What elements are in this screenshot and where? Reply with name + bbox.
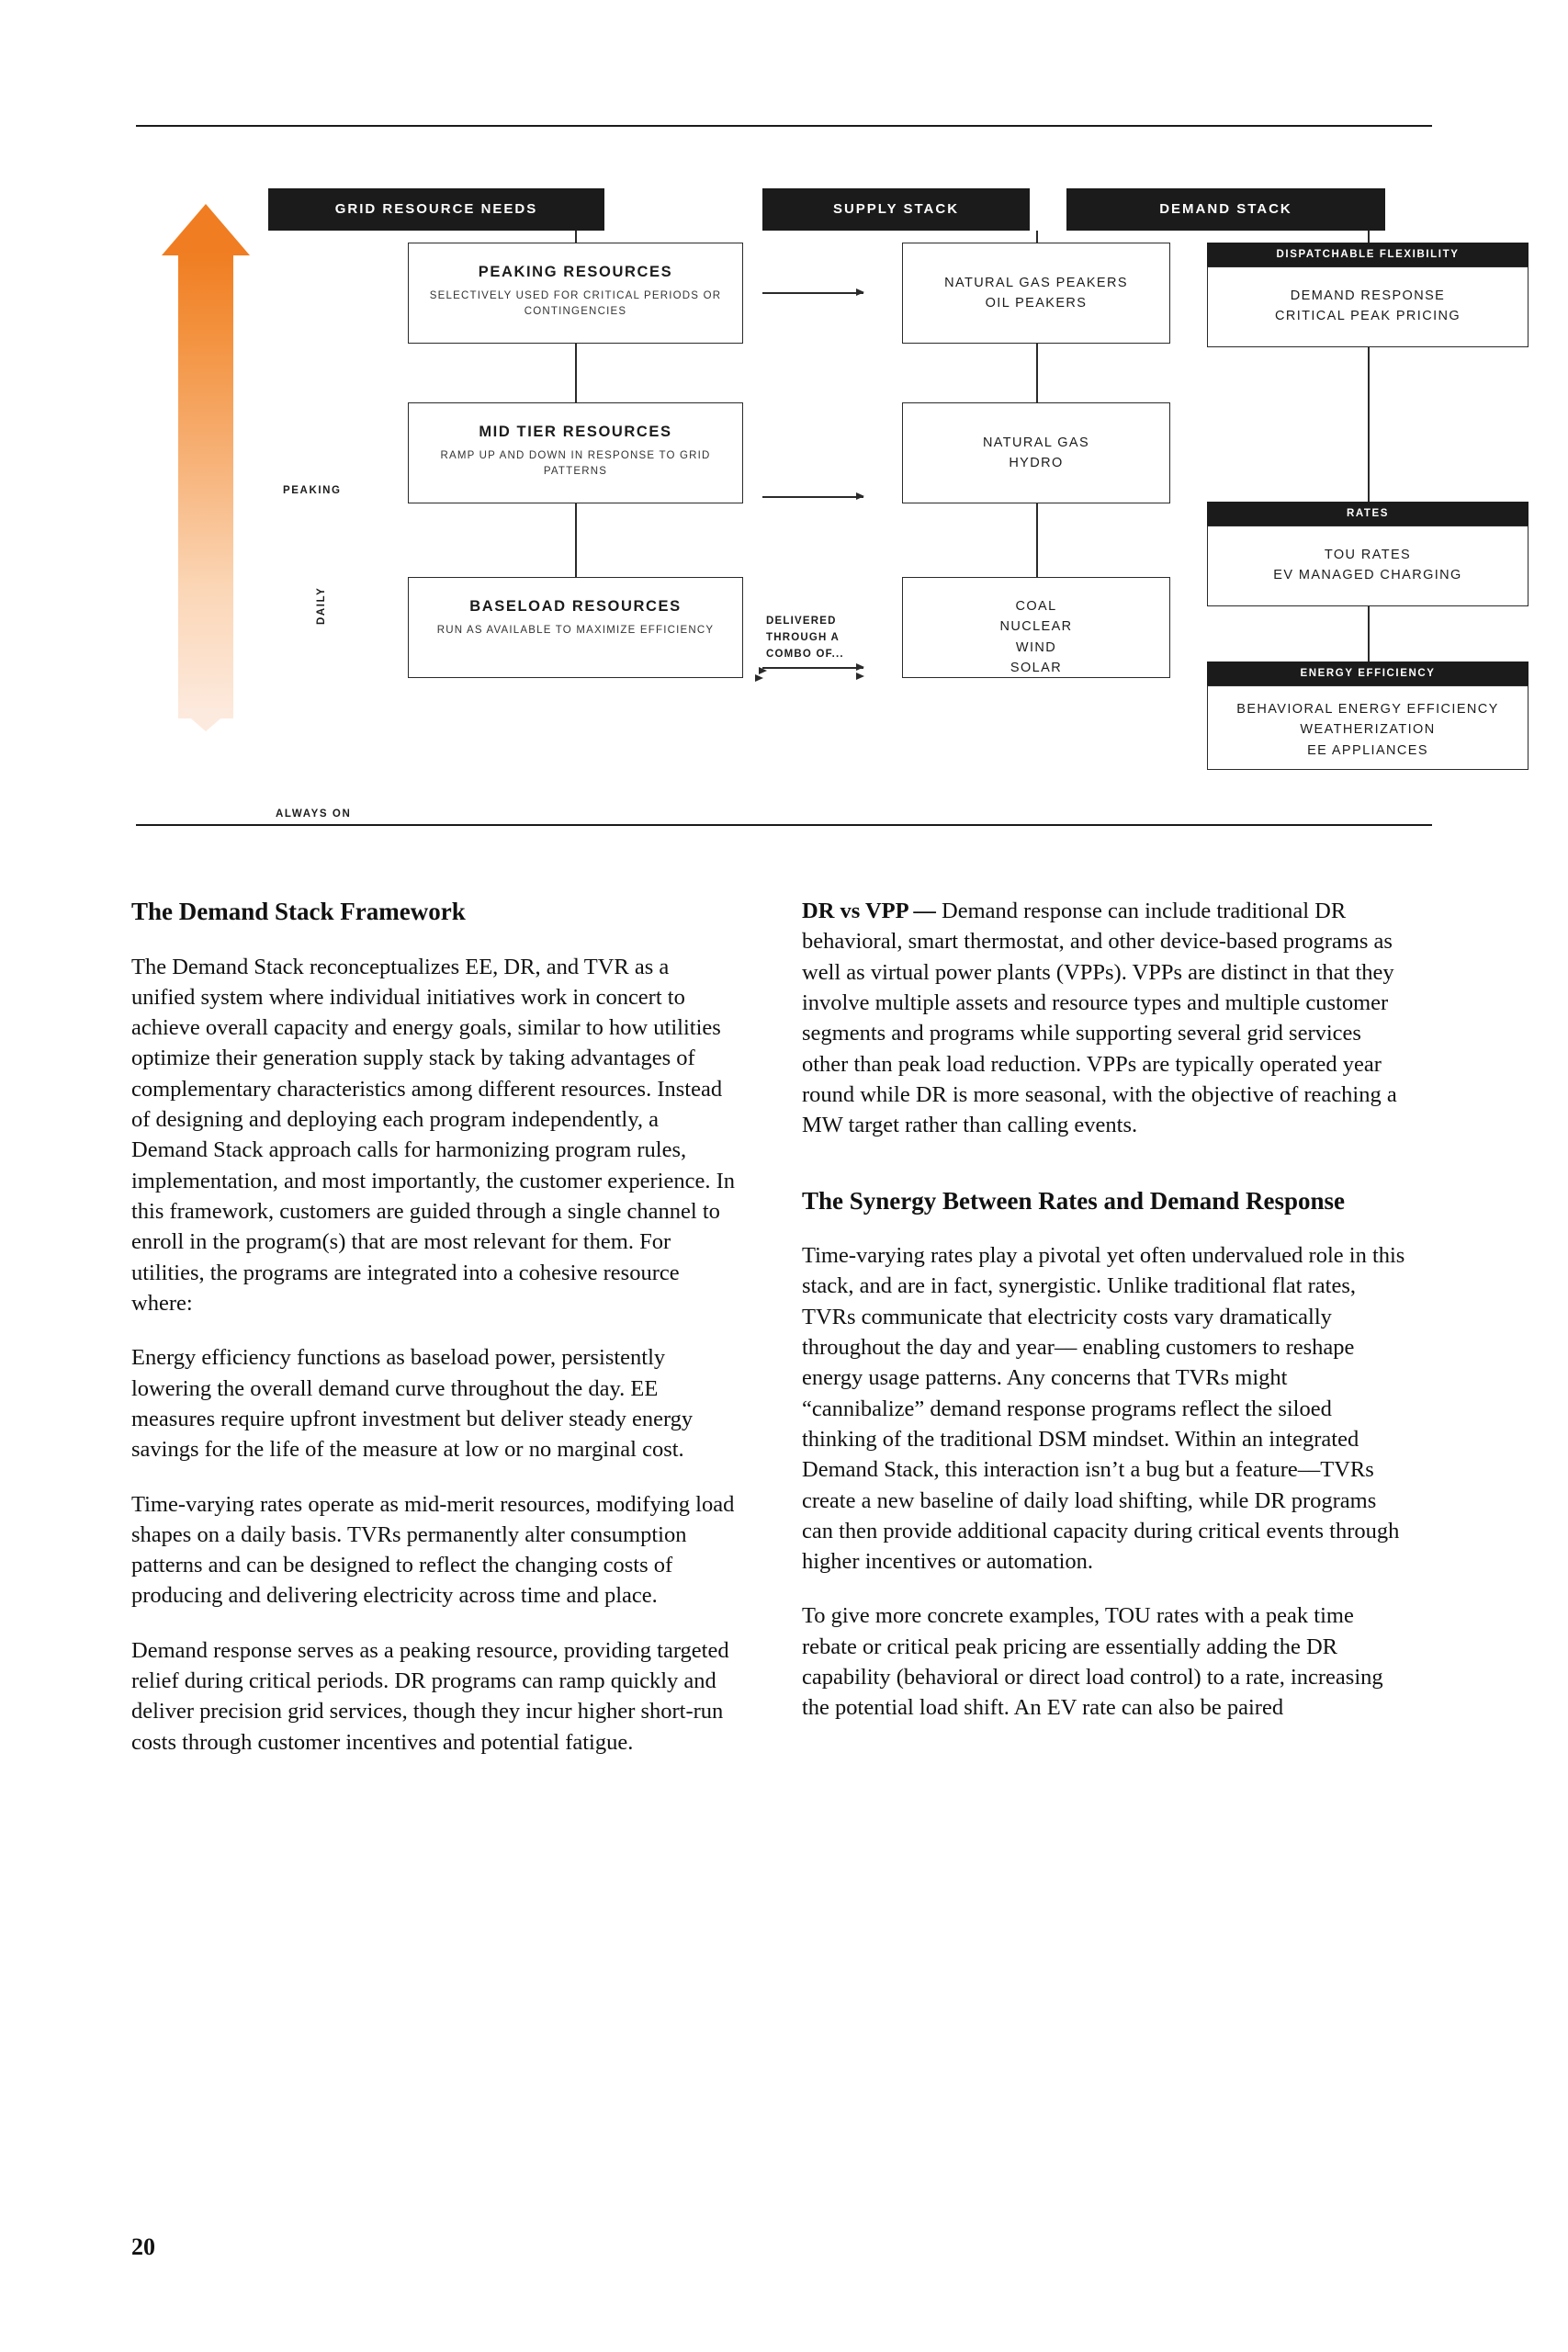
demand-box-rates <box>1207 526 1529 606</box>
connector-note: DELIVERED THROUGH A COMBO OF... <box>766 616 844 660</box>
demand-line: BEHAVIORAL ENERGY EFFICIENCY <box>1236 702 1499 717</box>
connector-stub <box>1368 606 1370 662</box>
demand-line: EE APPLIANCES <box>1307 742 1428 758</box>
connector-stub <box>1368 347 1370 502</box>
paragraph: Time-varying rates play a pivotal yet often undervalued role in this stack, and are in fact, synergistic. Unlike traditional flat rates, TVRs communicate that electricity costs vary dramatically throughout the day and year–– enabling customers to reshape energy usage patterns. Any concerns that TVRs might “cannibalize” demand response programs reflect the siloed thinking of the traditional DSM mindset. Within an integrated Demand Stack, this interaction isn’t a bug but a feature––TVRs create a new baseline of daily load shifting, while DR programs can then provide additional capacity during critical events through higher incentives or automation. <box>802 1243 1405 1575</box>
flow-arrow-icon <box>762 667 863 669</box>
supply-line: OIL PEAKERS <box>985 296 1088 311</box>
arrow-shaft <box>178 252 233 718</box>
supply-line: WIND <box>1015 639 1057 655</box>
demand-line: DEMAND RESPONSE <box>1290 288 1446 303</box>
column-header-supply-stack: SUPPLY STACK <box>762 188 1030 231</box>
supply-line: NUCLEAR <box>999 619 1073 635</box>
paragraph: The Demand Stack reconceptualizes EE, DR, and TVR as a unified system where individual initiatives work in concert to achieve overall capacity and energy goals, similar to how utilities optimize their generation supply stack by taking advantages of complementary characteristics among different resources. Instead of designing and deploying each program independently, a Demand Stack approach calls for harmonizing program rules, implementation, and most importantly, the customer experience. In this framework, customers are guided through a single channel to enroll in the program(s) that are most relevant for them. For utilities, the programs are integrated into a cohesive resource where: <box>131 954 736 1316</box>
paragraph: Time-varying rates operate as mid-merit resources, modifying load shapes on a daily basis. TVRs permanently alter consumption patterns and can be designed to reflect the changing costs of producing and delivering electricity across time and place. <box>131 1491 735 1609</box>
connector-stub <box>1036 344 1038 402</box>
column-header-grid-resource-needs: GRID RESOURCE NEEDS <box>268 188 604 231</box>
supply-line: NATURAL GAS <box>982 435 1090 450</box>
connector-stub <box>575 344 577 402</box>
grid-box-peaking <box>408 243 743 344</box>
grid-box-subtitle: RUN AS AVAILABLE TO MAXIMIZE EFFICIENCY <box>436 625 715 636</box>
supply-line: NATURAL GAS PEAKERS <box>944 276 1128 290</box>
flow-arrow-icon <box>762 496 863 498</box>
axis-label-always-on: ALWAYS ON <box>276 808 352 820</box>
page-number: 20 <box>131 2233 155 2260</box>
connector-stub <box>575 503 577 577</box>
supply-box-baseload <box>902 577 1170 678</box>
grid-box-subtitle: RAMP UP AND DOWN IN RESPONSE TO GRID PATTERNS <box>440 450 711 478</box>
flow-arrow-icon <box>762 292 863 294</box>
grid-box-title: MID TIER RESOURCES <box>479 424 672 440</box>
body-column-left <box>131 896 738 1758</box>
column-header-demand-stack: DEMAND STACK <box>1066 188 1385 231</box>
grid-box-subtitle: SELECTIVELY USED FOR CRITICAL PERIODS OR CONTINGENCIES <box>429 290 722 318</box>
paragraph: Energy efficiency functions as baseload power, persistently lowering the overall demand curve throughout the day. EE measures require upfront investment but deliver steady energy savings for the life of the measure at low or no marginal cost. <box>131 1345 694 1463</box>
demand-line: EV MANAGED CHARGING <box>1273 568 1462 583</box>
axis-label-daily: DAILY <box>316 586 327 625</box>
demand-subheader-rates: RATES <box>1207 502 1529 526</box>
demand-line: WEATHERIZATION <box>1300 722 1436 738</box>
bottom-rule <box>136 824 1432 826</box>
arrow-tail-icon <box>178 707 233 731</box>
section-heading-synergy: The Synergy Between Rates and Demand Response <box>802 1186 1346 1215</box>
body-column-right <box>802 896 1408 1724</box>
connector-stub <box>575 231 577 243</box>
paragraph: To give more concrete examples, TOU rates with a peak time rebate or critical peak pricing are essentially adding the DR capability (behavioral or direct load control) to a rate, increasing the potential load shift. An EV rate can also be paired <box>802 1603 1383 1721</box>
connector-stub <box>1036 231 1038 243</box>
paragraph: Demand response serves as a peaking resource, providing targeted relief during critical periods. DR programs can ramp quickly and deliver precision grid services, though they incur higher short-run costs through customer incentives and potential fatigue. <box>131 1637 729 1755</box>
demand-stack-diagram <box>136 147 1499 820</box>
supply-box-mid-tier <box>902 402 1170 503</box>
intensity-arrow <box>162 204 250 718</box>
connector-stub <box>1036 503 1038 577</box>
demand-subheader-energy-efficiency: ENERGY EFFICIENCY <box>1207 662 1529 685</box>
grid-box-title: BASELOAD RESOURCES <box>469 598 682 615</box>
arrow-head-icon <box>162 204 250 255</box>
demand-line: CRITICAL PEAK PRICING <box>1274 309 1461 324</box>
connector-stub <box>1368 231 1370 243</box>
paragraph-text: Demand response can include traditional DR behavioral, smart thermostat, and other device-based programs as well as virtual power plants (VPPs). VPPs are distinct in that they involve multiple assets and resource types and multiple customer segments and programs while supporting several grid services other than peak load reduction. VPPs are typically operated year round while DR is more seasonal, with the objective of reaching a MW target rather than calling events. <box>802 899 1397 1138</box>
axis-label-peaking: PEAKING <box>283 485 342 496</box>
demand-box-energy-efficiency <box>1207 685 1529 770</box>
section-heading-demand-stack-framework: The Demand Stack Framework <box>131 898 466 925</box>
demand-line: TOU RATES <box>1324 548 1412 562</box>
grid-box-mid-tier <box>408 402 743 503</box>
demand-box-dispatchable-flexibility <box>1207 266 1529 347</box>
grid-box-baseload <box>408 577 743 678</box>
inline-label-dr-vs-vpp: DR vs VPP — <box>802 899 936 923</box>
demand-subheader-dispatchable-flexibility: DISPATCHABLE FLEXIBILITY <box>1207 243 1529 266</box>
supply-line: COAL <box>1015 599 1057 614</box>
paragraph-dr-vs-vpp <box>802 896 1408 1141</box>
supply-line: HYDRO <box>1009 456 1064 471</box>
supply-box-peakers <box>902 243 1170 344</box>
flow-arrow-spacer <box>762 676 863 678</box>
grid-box-title: PEAKING RESOURCES <box>478 264 673 280</box>
supply-line: SOLAR <box>1010 661 1063 676</box>
top-rule <box>136 125 1432 127</box>
